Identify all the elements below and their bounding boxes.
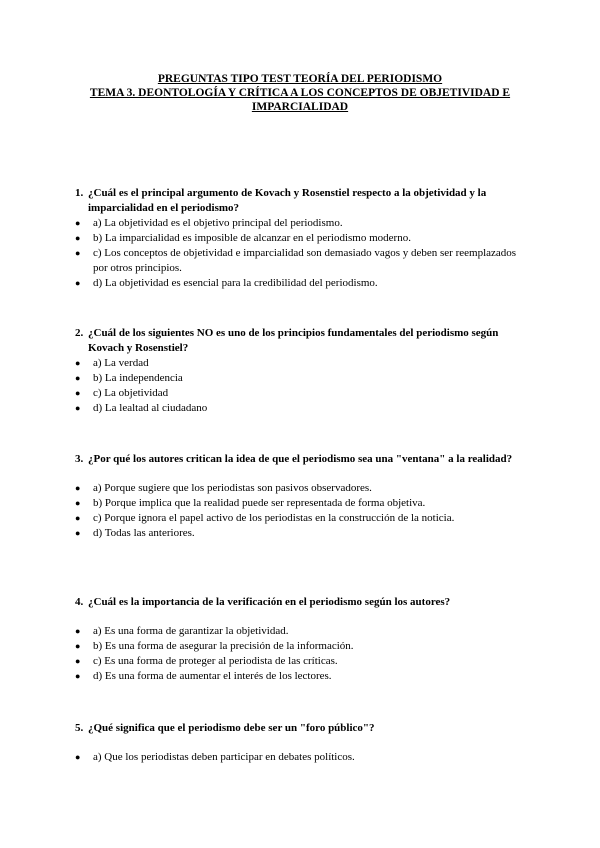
bullet-icon: ● (75, 403, 81, 413)
option-text: a) Es una forma de garantizar la objetividad. (93, 625, 289, 637)
question-1-heading (75, 186, 528, 216)
bullet-icon: ● (75, 388, 81, 398)
option-text: d) La objetividad es esencial para la credibilidad del periodismo. (93, 277, 378, 289)
option-text: b) Porque implica que la realidad puede ser representada de forma objetiva. (93, 497, 426, 509)
question-number: 3. (75, 453, 84, 465)
option-text: c) Los conceptos de objetividad e imparcialidad son demasiado vagos y deben ser reemplazados por otros principios. (93, 247, 517, 274)
option-text: c) Es una forma de proteger al periodista de las críticas. (93, 655, 338, 667)
option-text: d) La lealtad al ciudadano (93, 402, 208, 414)
question-number: 4. (75, 596, 84, 608)
option-text: a) La objetividad es el objetivo principal del periodismo. (93, 217, 343, 229)
option-item (75, 526, 528, 541)
question-text: ¿Qué significa que el periodismo debe ser un "foro público"? (88, 722, 375, 734)
option-item (75, 511, 528, 526)
title-line-3: IMPARCIALIDAD (251, 101, 349, 113)
option-text: a) La verdad (93, 357, 149, 369)
option-text: b) La independencia (93, 372, 183, 384)
bullet-icon: ● (75, 752, 81, 762)
document-title (60, 72, 540, 114)
question-3 (75, 452, 528, 541)
question-4-heading (75, 595, 528, 610)
option-text: b) Es una forma de asegurar la precisión de la información. (93, 640, 354, 652)
option-item (75, 496, 528, 511)
question-text: ¿Cuál es el principal argumento de Kovach y Rosenstiel respecto a la objetividad y la imparcialidad en el periodismo? (88, 187, 487, 214)
option-item (75, 654, 528, 669)
option-item (75, 216, 528, 231)
bullet-icon: ● (75, 641, 81, 651)
option-text: a) Que los periodistas deben participar en debates políticos. (93, 751, 355, 763)
option-text: b) La imparcialidad es imposible de alcanzar en el periodismo moderno. (93, 232, 411, 244)
question-number: 5. (75, 722, 84, 734)
bullet-icon: ● (75, 278, 81, 288)
option-item (75, 750, 528, 765)
bullet-icon: ● (75, 358, 81, 368)
option-item (75, 401, 528, 416)
title-line-1: PREGUNTAS TIPO TEST TEORÍA DEL PERIODISMO (157, 73, 443, 85)
option-text: c) La objetividad (93, 387, 169, 399)
option-list (75, 481, 528, 541)
bullet-icon: ● (75, 671, 81, 681)
question-text: ¿Por qué los autores critican la idea de que el periodismo sea una "ventana" a la realidad? (88, 453, 513, 465)
question-4 (75, 595, 528, 684)
option-item (75, 231, 528, 246)
option-item (75, 371, 528, 386)
question-5 (75, 721, 528, 765)
bullet-icon: ● (75, 513, 81, 523)
question-3-heading (75, 452, 528, 467)
option-list (75, 216, 528, 291)
option-item (75, 246, 528, 276)
option-text: d) Todas las anteriores. (93, 527, 195, 539)
bullet-icon: ● (75, 498, 81, 508)
question-2 (75, 326, 528, 416)
question-5-heading (75, 721, 528, 736)
question-number: 2. (75, 327, 84, 339)
option-item (75, 386, 528, 401)
option-item (75, 276, 528, 291)
option-item (75, 481, 528, 496)
option-text: d) Es una forma de aumentar el interés de los lectores. (93, 670, 332, 682)
option-item (75, 624, 528, 639)
bullet-icon: ● (75, 528, 81, 538)
option-list (75, 624, 528, 684)
option-list (75, 356, 528, 416)
option-list (75, 750, 528, 765)
bullet-icon: ● (75, 483, 81, 493)
option-item (75, 356, 528, 371)
question-1 (75, 186, 528, 291)
title-line-2: TEMA 3. DEONTOLOGÍA Y CRÍTICA A LOS CONCEPTOS DE OBJETIVIDAD E (89, 87, 511, 99)
bullet-icon: ● (75, 626, 81, 636)
option-text: a) Porque sugiere que los periodistas son pasivos observadores. (93, 482, 372, 494)
bullet-icon: ● (75, 656, 81, 666)
bullet-icon: ● (75, 233, 81, 243)
bullet-icon: ● (75, 248, 81, 258)
question-text: ¿Cuál es la importancia de la verificación en el periodismo según los autores? (88, 596, 451, 608)
option-item (75, 669, 528, 684)
bullet-icon: ● (75, 218, 81, 228)
question-number: 1. (75, 187, 84, 199)
question-text: ¿Cuál de los siguientes NO es uno de los principios fundamentales del periodismo según Kovach y Rosenstiel? (88, 327, 499, 354)
question-2-heading (75, 326, 528, 356)
bullet-icon: ● (75, 373, 81, 383)
option-text: c) Porque ignora el papel activo de los periodistas en la construcción de la noticia. (93, 512, 455, 524)
option-item (75, 639, 528, 654)
